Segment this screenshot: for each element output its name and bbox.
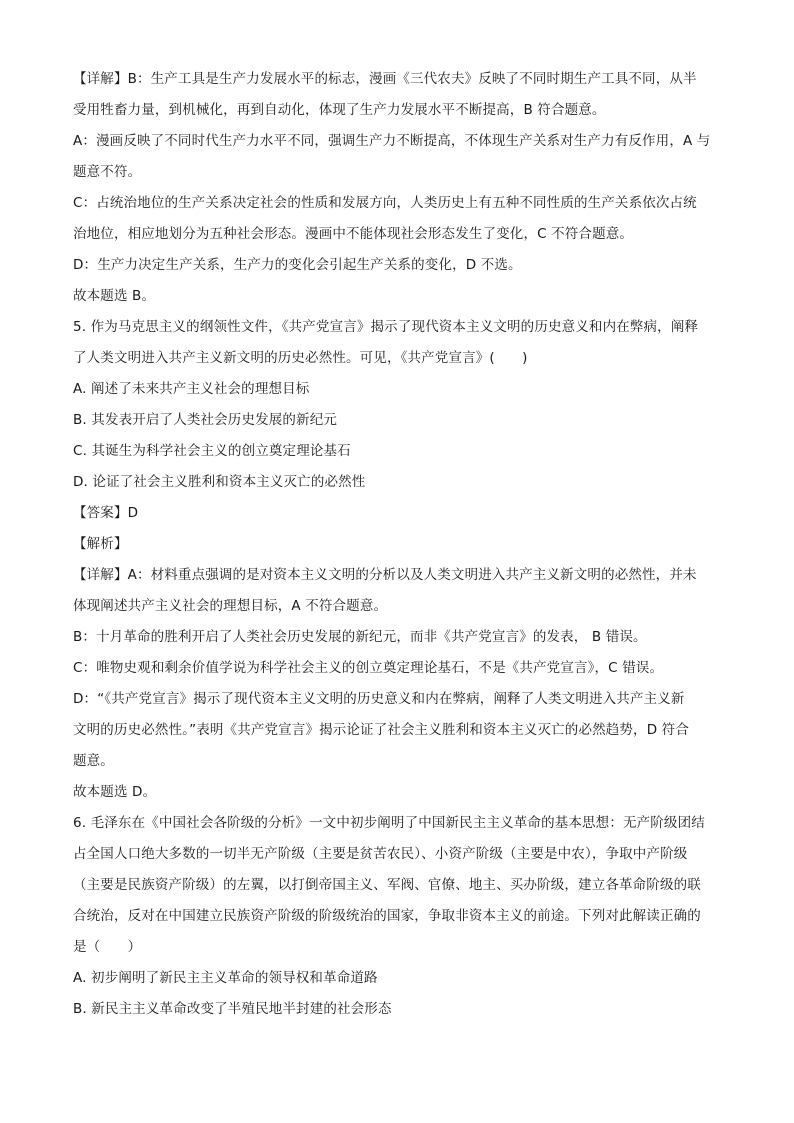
question-5-answer: 【答案】D — [73, 505, 139, 521]
explanation-q4-option-a-line-1: A：漫画反映了不同时代生产力水平不同，强调生产力不断提高，不体现生产关系对生产力有反作用，A 与 — [73, 133, 711, 149]
question-5-option-d: D. 论证了社会主义胜利和资本主义灭亡的必然性 — [73, 474, 366, 490]
explanation-q5-option-d-line-1: D：“《共产党宣言》揭示了现代资本主义文明的历史意义和内在弊病，阐释了人类文明进入共产主义新 — [73, 691, 685, 707]
question-5-analysis-heading: 【解析】 — [73, 536, 128, 552]
question-6-stem-line-1: 6. 毛泽东在《中国社会各阶级的分析》一文中初步阐明了中国新民主主义革命的基本思想：无产阶级团结 — [73, 815, 705, 831]
question-6-option-a: A. 初步阐明了新民主主义革命的领导权和革命道路 — [73, 970, 378, 986]
explanation-q5-option-a-line-2: 体现阐述共产主义社会的理想目标，A 不符合题意。 — [73, 598, 388, 614]
explanation-q4-option-d: D：生产力决定生产关系，生产力的变化会引起生产关系的变化，D 不选。 — [73, 257, 522, 273]
q5-conclusion: 故本题选 D。 — [73, 784, 157, 800]
explanation-q4-option-c-line-2: 治地位，相应地划分为五种社会形态。漫画中不能体现社会形态发生了变化，C 不符合题意。 — [73, 226, 634, 242]
question-6-stem-line-3: （主要是民族资产阶级）的左翼，以打倒帝国主义、军阀、官僚、地主、买办阶级，建立各革命阶级的联 — [73, 877, 701, 893]
explanation-q4-line-1: 【详解】B：生产工具是生产力发展水平的标志，漫画《三代农夫》反映了不同时期生产工具不同，从半 — [73, 71, 697, 87]
question-6-stem-line-5: 是（ ） — [73, 939, 142, 955]
question-6-option-b: B. 新民主主义革命改变了半殖民地半封建的社会形态 — [73, 1001, 392, 1017]
question-6-stem-line-4: 合统治，反对在中国建立民族资产阶级的阶级统治的国家，争取非资本主义的前途。下列对此解读正确的 — [73, 908, 701, 924]
question-6-stem-line-2: 占全国人口绝大多数的一切半无产阶级（主要是贫苦农民）、小资产阶级（主要是中农），争取中产阶级 — [73, 846, 688, 862]
explanation-q5-option-a-line-1: 【详解】A：材料重点强调的是对资本主义文明的分析以及人类文明进入共产主义新文明的必然性，并未 — [73, 567, 697, 583]
question-5-option-c: C. 其诞生为科学社会主义的创立奠定理论基石 — [73, 443, 351, 459]
explanation-q5-option-c: C：唯物史观和剩余价值学说为科学社会主义的创立奠定理论基石，不是《共产党宣言》，C 错误。 — [73, 660, 664, 676]
question-5-stem-line-2: 了人类文明进入共产主义新文明的历史必然性。可见，《共产党宣言》( ) — [73, 350, 528, 366]
document-page — [73, 64, 723, 1025]
question-5-option-b: B. 其发表开启了人类社会历史发展的新纪元 — [73, 412, 337, 428]
question-5-stem-line-1: 5. 作为马克思主义的纲领性文件，《共产党宣言》揭示了现代资本主义文明的历史意义和内在弊病，阐释 — [73, 319, 699, 335]
q4-conclusion: 故本题选 B。 — [73, 288, 156, 304]
explanation-q5-option-d-line-3: 题意。 — [73, 753, 114, 769]
explanation-q5-option-d-line-2: 文明的历史必然性。”表明《共产党宣言》揭示论证了社会主义胜利和资本主义灭亡的必然趋势，D 符合 — [73, 722, 689, 738]
explanation-q4-option-a-line-2: 题意不符。 — [73, 164, 142, 180]
explanation-q4-option-c-line-1: C：占统治地位的生产关系决定社会的性质和发展方向，人类历史上有五种不同性质的生产关系依次占统 — [73, 195, 697, 211]
question-5-option-a: A. 阐述了未来共产主义社会的理想目标 — [73, 381, 310, 397]
explanation-q4-line-2: 受用牲畜力量，到机械化，再到自动化，体现了生产力发展水平不断提高，B 符合题意。 — [73, 102, 606, 118]
explanation-q5-option-b: B：十月革命的胜利开启了人类社会历史发展的新纪元，而非《共产党宣言》的发表， B 错误。 — [73, 629, 647, 645]
